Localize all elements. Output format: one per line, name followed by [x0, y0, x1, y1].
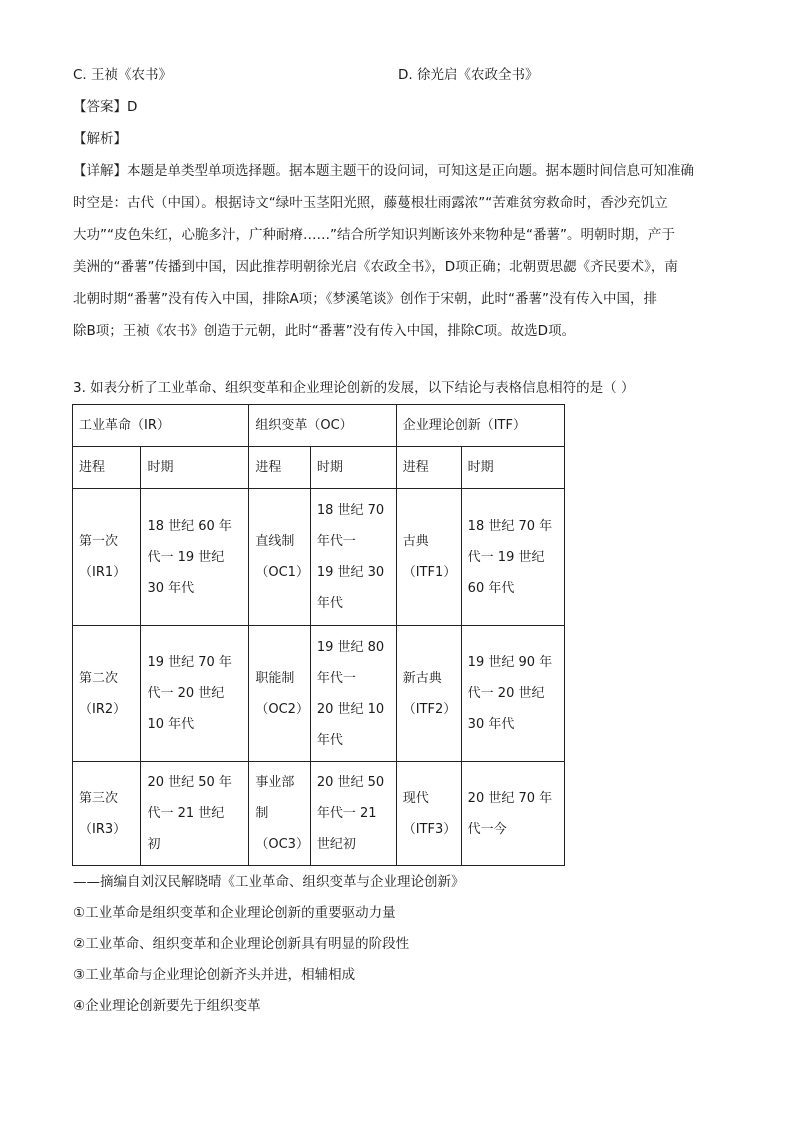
statement-item: ④企业理论创新要先于组织变革 [73, 998, 261, 1014]
table-cell: 职能制 （OC2） [249, 626, 310, 762]
table-cell: 20 世纪 70 年 代一今 [461, 762, 564, 866]
table-cell: 第二次 （IR2） [73, 626, 141, 762]
table-row [73, 762, 565, 866]
table-cell: 古典 （ITF1） [396, 489, 461, 626]
analysis-label: 【解析】 [73, 131, 127, 147]
table-cell: 直线制 （OC1） [249, 489, 310, 626]
table-cell: 第三次 （IR3） [73, 762, 141, 866]
statement-item: ③工业革命与企业理论创新齐头并进，相辅相成 [73, 967, 356, 983]
table-cell: 现代 （ITF3） [396, 762, 461, 866]
subheader-cell: 进程 [396, 447, 461, 489]
comparison-table [72, 404, 565, 866]
table-cell: 18 世纪 70 年代一 19 世纪 30 年代 [310, 489, 396, 626]
table-cell: 19 世纪 80 年代一 20 世纪 10 年代 [310, 626, 396, 762]
detail-line: 美洲的“番薯”传播到中国，因此推荐明朝徐光启《农政全书》，D项正确；北朝贾思勰《齐民要术》，南 [73, 259, 678, 275]
table-cell: 事业部 制 （OC3） [249, 762, 310, 866]
option-c: C. 王祯《农书》 [73, 67, 173, 83]
subheader-cell: 时期 [141, 447, 249, 489]
header-organizational-change: 组织变革（OC） [249, 405, 396, 447]
table-cell: 20 世纪 50 年代一 21 世纪初 [310, 762, 396, 866]
table-row [73, 626, 565, 762]
table-cell: 20 世纪 50 年 代一 21 世纪 初 [141, 762, 249, 866]
table-cell: 新古典 （ITF2） [396, 626, 461, 762]
header-industrial-revolution: 工业革命（IR） [73, 405, 249, 447]
table-cell: 18 世纪 70 年 代一 19 世纪 60 年代 [461, 489, 564, 626]
subheader-cell: 进程 [249, 447, 310, 489]
table-header-row [73, 405, 565, 447]
statement-item: ②工业革命、组织变革和企业理论创新具有明显的阶段性 [73, 936, 410, 952]
answer-line: 【答案】D [73, 99, 138, 115]
table-subheader-row [73, 447, 565, 489]
header-theory-innovation: 企业理论创新（ITF） [396, 405, 564, 447]
detail-line: 大功”“皮色朱红，心脆多汁，广种耐瘠……”结合所学知识判断该外来物种是“番薯”。明朝时期，产于 [73, 227, 675, 243]
table-cell: 第一次 （IR1） [73, 489, 141, 626]
source-citation: ——摘编自刘汉民解晓晴《工业革命、组织变革与企业理论创新》 [73, 874, 465, 890]
subheader-cell: 进程 [73, 447, 141, 489]
question-stem: 3. 如表分析了工业革命、组织变革和企业理论创新的发展，以下结论与表格信息相符的是（ ） [73, 380, 635, 396]
detail-line: 时空是：古代（中国）。根据诗文“绿叶玉茎阳光照，藤蔓根壮雨露浓”“苦难贫穷救命时，香沙充饥立 [73, 195, 668, 211]
table-cell: 19 世纪 90 年 代一 20 世纪 30 年代 [461, 626, 564, 762]
subheader-cell: 时期 [310, 447, 396, 489]
table-row [73, 489, 565, 626]
table-cell: 18 世纪 60 年 代一 19 世纪 30 年代 [141, 489, 249, 626]
detail-line: 北朝时期“番薯”没有传入中国，排除A项；《梦溪笔谈》创作于宋朝，此时“番薯”没有传入中国，排 [73, 291, 657, 307]
option-d: D. 徐光启《农政全书》 [398, 67, 539, 83]
detail-line: 除B项；王祯《农书》创造于元朝，此时“番薯”没有传入中国，排除C项。故选D项。 [73, 323, 576, 339]
statement-item: ①工业革命是组织变革和企业理论创新的重要驱动力量 [73, 905, 396, 921]
subheader-cell: 时期 [461, 447, 564, 489]
detail-line: 【详解】本题是单类型单项选择题。据本题主题干的设问词，可知这是正向题。据本题时间信息可知准确 [73, 163, 694, 179]
table-cell: 19 世纪 70 年 代一 20 世纪 10 年代 [141, 626, 249, 762]
